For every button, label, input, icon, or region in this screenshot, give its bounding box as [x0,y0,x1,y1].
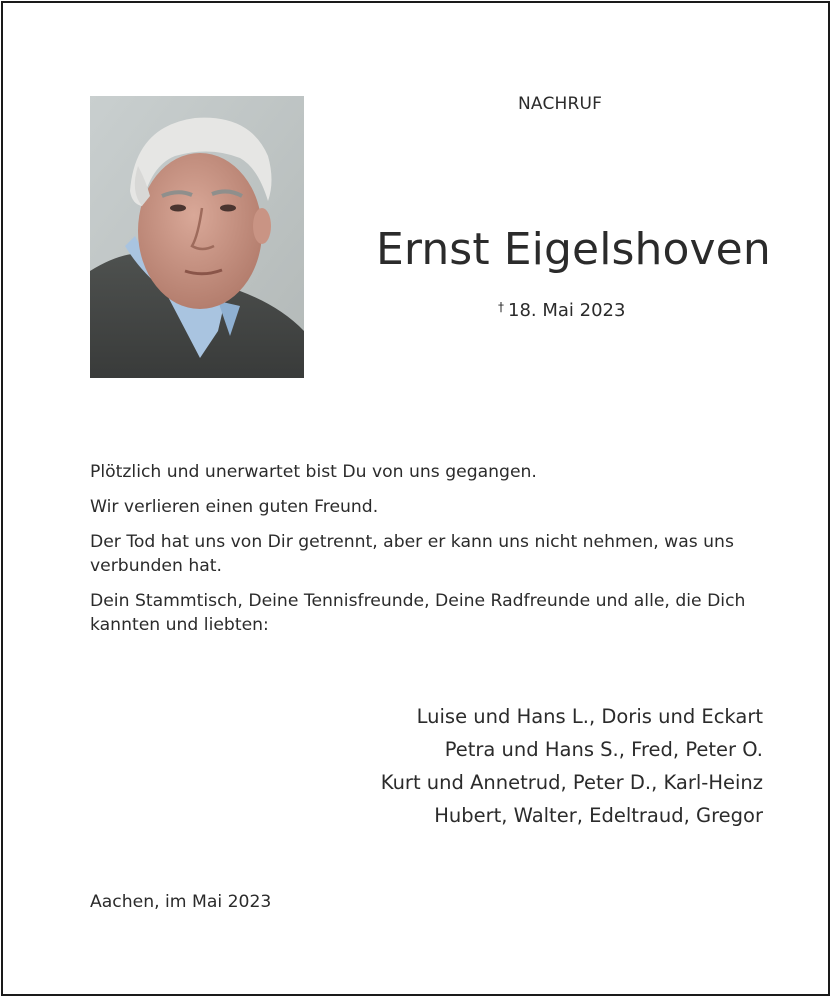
text-paragraph: Der Tod hat uns von Dir getrennt, aber er kann uns nicht nehmen, was uns verbunden hat. [90,532,734,576]
deceased-name: Ernst Eigelshoven [376,224,771,275]
signer-line: Petra und Hans S., Fred, Peter O. [444,738,763,761]
signer-line: Kurt und Annetrud, Peter D., Karl-Heinz [380,771,763,794]
signers-list [381,700,763,832]
text-paragraph: Dein Stammtisch, Deine Tennisfreunde, Deine Radfreunde und alle, die Dich kannten und liebten: [90,591,746,635]
text-paragraph: Plötzlich und unerwartet bist Du von uns gegangen. [90,462,537,482]
obituary-heading: NACHRUF [518,94,603,114]
obituary-text [90,460,780,648]
signer-line: Luise und Hans L., Doris und Eckart [416,705,763,728]
cross-icon: † [498,300,504,314]
place-and-date: Aachen, im Mai 2023 [90,892,272,912]
signer-line: Hubert, Walter, Edeltraud, Gregor [434,804,763,827]
death-date-line [498,300,625,321]
portrait-photo [90,96,304,378]
text-paragraph: Wir verlieren einen guten Freund. [90,497,379,517]
death-date: 18. Mai 2023 [508,300,626,321]
